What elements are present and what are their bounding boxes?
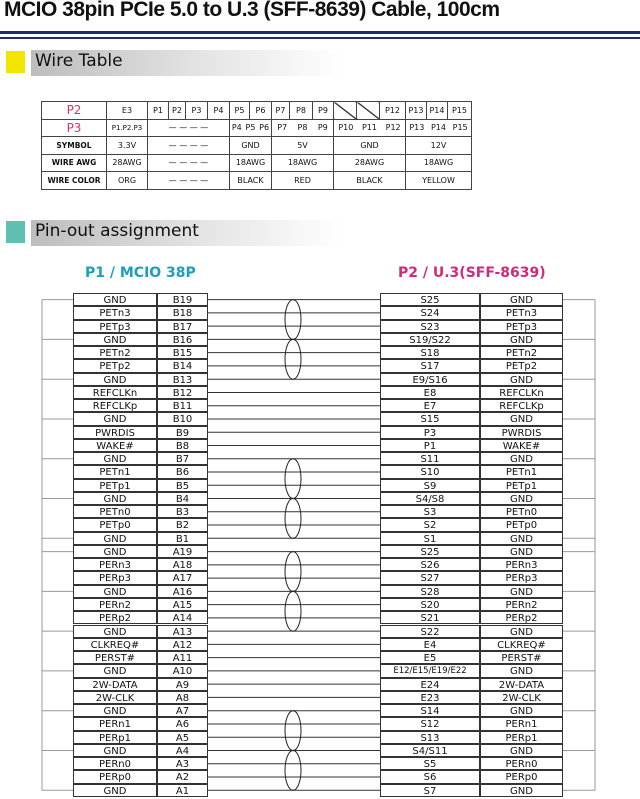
pin-row bbox=[0, 558, 640, 571]
pin-row bbox=[0, 505, 640, 518]
p2-pin: S9 bbox=[380, 479, 480, 492]
p2-signal: GND bbox=[480, 492, 563, 505]
cell: P12 bbox=[380, 102, 406, 120]
pin-row bbox=[0, 386, 640, 399]
p1-pin: A1 bbox=[157, 784, 208, 797]
p1-signal: CLKREQ# bbox=[73, 638, 157, 651]
p1-heading: P1 / MCIO 38P bbox=[85, 265, 196, 281]
p2-signal: GND bbox=[480, 784, 563, 797]
p1-pin: A5 bbox=[157, 731, 208, 744]
p1-signal: GND bbox=[73, 492, 157, 505]
p2-pin: S25 bbox=[380, 545, 480, 558]
p2-signal: REFCLKn bbox=[480, 386, 563, 399]
pin-row bbox=[0, 320, 640, 333]
p2-pin: S11 bbox=[380, 452, 480, 465]
pin-row bbox=[0, 625, 640, 638]
pin-row bbox=[0, 704, 640, 717]
p2-pin: S14 bbox=[380, 704, 480, 717]
p2-signal: GND bbox=[480, 373, 563, 386]
p2-pin: S4/S11 bbox=[380, 744, 480, 757]
cell: P7 bbox=[272, 102, 290, 120]
pin-row bbox=[0, 532, 640, 545]
p1-signal: GND bbox=[73, 625, 157, 638]
p1-pin: A8 bbox=[157, 691, 208, 704]
pin-row bbox=[0, 638, 640, 651]
p1-signal: GND bbox=[73, 664, 157, 677]
pin: P7 bbox=[277, 123, 288, 133]
p2-pin: S15 bbox=[380, 412, 480, 425]
p1-pin: B15 bbox=[157, 346, 208, 359]
cell: GND bbox=[334, 137, 406, 155]
p2-pin: E24 bbox=[380, 678, 480, 691]
p1-signal: GND bbox=[73, 585, 157, 598]
p1-signal: REFCLKn bbox=[73, 386, 157, 399]
p1-signal: PERp3 bbox=[73, 571, 157, 584]
p1-pin: A11 bbox=[157, 651, 208, 664]
p2-signal: PERp1 bbox=[480, 731, 563, 744]
pin-row bbox=[0, 571, 640, 584]
p1-pin: A10 bbox=[157, 664, 208, 677]
p2-signal: GND bbox=[480, 585, 563, 598]
pin-row bbox=[0, 426, 640, 439]
p2-signal: GND bbox=[480, 412, 563, 425]
p2-pin: P1 bbox=[380, 439, 480, 452]
p2-heading: P2 / U.3(SFF-8639) bbox=[398, 265, 546, 281]
p1-pin: A16 bbox=[157, 585, 208, 598]
p2-pin: E23 bbox=[380, 691, 480, 704]
p2-signal: PERST# bbox=[480, 651, 563, 664]
p1-signal: 2W-DATA bbox=[73, 678, 157, 691]
p1-pin: B5 bbox=[157, 479, 208, 492]
cell: — — — — bbox=[148, 154, 230, 172]
page-title: MCIO 38pin PCIe 5.0 to U.3 (SFF-8639) Cable, 100cm bbox=[4, 0, 500, 21]
p1-signal: PETn1 bbox=[73, 465, 157, 478]
p1-signal: PETp1 bbox=[73, 479, 157, 492]
pin-row bbox=[0, 731, 640, 744]
pin-row bbox=[0, 465, 640, 478]
pin-row bbox=[0, 717, 640, 730]
pin: P11 bbox=[361, 123, 377, 133]
p1-pin: A17 bbox=[157, 571, 208, 584]
p2-pin: S28 bbox=[380, 585, 480, 598]
p1-pin: A2 bbox=[157, 770, 208, 783]
p1-pin: B14 bbox=[157, 359, 208, 372]
p2-signal: PERp3 bbox=[480, 571, 563, 584]
p2-pin: E12/E15/E19/E22 bbox=[380, 664, 480, 677]
p1-signal: GND bbox=[73, 373, 157, 386]
p1-signal: PERST# bbox=[73, 651, 157, 664]
pin-row bbox=[0, 611, 640, 624]
cell: GND bbox=[230, 137, 272, 155]
section-title: Pin-out assignment bbox=[35, 221, 199, 241]
p1-signal: 2W-CLK bbox=[73, 691, 157, 704]
p2-pin: S20 bbox=[380, 598, 480, 611]
row-label: WIRE COLOR bbox=[42, 172, 107, 190]
p2-signal: PETp0 bbox=[480, 518, 563, 531]
p2-pin: S26 bbox=[380, 558, 480, 571]
row-label: P3 bbox=[42, 119, 107, 137]
p1-pin: B12 bbox=[157, 386, 208, 399]
cell: P8 bbox=[290, 102, 313, 120]
p2-signal: GND bbox=[480, 452, 563, 465]
pin: P10 bbox=[338, 123, 354, 133]
cell: — — — — bbox=[148, 119, 230, 137]
p2-pin: S3 bbox=[380, 505, 480, 518]
p2-pin: S5 bbox=[380, 757, 480, 770]
p1-pin: B7 bbox=[157, 452, 208, 465]
p2-pin: E8 bbox=[380, 386, 480, 399]
pin-row bbox=[0, 492, 640, 505]
p2-signal: PETn2 bbox=[480, 346, 563, 359]
pin: P14 bbox=[430, 123, 446, 133]
p1-pin: A18 bbox=[157, 558, 208, 571]
p1-signal: PERn1 bbox=[73, 717, 157, 730]
p2-signal: 2W-CLK bbox=[480, 691, 563, 704]
p2-pin: S17 bbox=[380, 359, 480, 372]
cell: 5V bbox=[272, 137, 334, 155]
cell: E3 bbox=[107, 102, 148, 120]
pin-row bbox=[0, 346, 640, 359]
p1-signal: GND bbox=[73, 744, 157, 757]
pin: P13 bbox=[409, 123, 425, 133]
cell: P9 bbox=[313, 102, 334, 120]
section-title: Wire Table bbox=[35, 51, 123, 71]
pin-row bbox=[0, 479, 640, 492]
cell: P4 bbox=[208, 102, 230, 120]
p1-signal: PERn2 bbox=[73, 598, 157, 611]
pin-row bbox=[0, 412, 640, 425]
p1-signal: PWRDIS bbox=[73, 426, 157, 439]
p1-pin: A7 bbox=[157, 704, 208, 717]
cell: P13 bbox=[406, 102, 427, 120]
pin: P15 bbox=[452, 123, 468, 133]
p1-signal: PETn3 bbox=[73, 306, 157, 319]
p1-pin: B1 bbox=[157, 532, 208, 545]
pin-row bbox=[0, 598, 640, 611]
cell: 18AWG bbox=[272, 154, 334, 172]
pin-row bbox=[0, 399, 640, 412]
pin-row bbox=[0, 306, 640, 319]
p2-signal: GND bbox=[480, 625, 563, 638]
pin-row bbox=[0, 293, 640, 306]
p2-pin: S25 bbox=[380, 293, 480, 306]
p2-signal: PERp0 bbox=[480, 770, 563, 783]
p2-pin: S13 bbox=[380, 731, 480, 744]
pin-row bbox=[0, 452, 640, 465]
p1-pin: A3 bbox=[157, 757, 208, 770]
p1-signal: GND bbox=[73, 452, 157, 465]
p1-pin: A13 bbox=[157, 625, 208, 638]
p2-pin: E9/S16 bbox=[380, 373, 480, 386]
pin-row bbox=[0, 585, 640, 598]
p2-signal: GND bbox=[480, 664, 563, 677]
p1-pin: B16 bbox=[157, 333, 208, 346]
p2-pin: S27 bbox=[380, 571, 480, 584]
cell: P14 bbox=[427, 102, 448, 120]
p2-pin: S2 bbox=[380, 518, 480, 531]
p2-signal: PERn3 bbox=[480, 558, 563, 571]
cell: P6 bbox=[250, 102, 272, 120]
p2-signal: PERp2 bbox=[480, 611, 563, 624]
p1-signal: GND bbox=[73, 704, 157, 717]
cell: P15 bbox=[448, 102, 472, 120]
p1-pin: B3 bbox=[157, 505, 208, 518]
pin-row bbox=[0, 545, 640, 558]
p2-pin: S24 bbox=[380, 306, 480, 319]
cell: 18AWG bbox=[406, 154, 472, 172]
p2-signal: PETn0 bbox=[480, 505, 563, 518]
cell: 12V bbox=[406, 137, 472, 155]
p1-pin: A6 bbox=[157, 717, 208, 730]
p1-signal: PERn3 bbox=[73, 558, 157, 571]
row-label: P2 bbox=[42, 102, 107, 120]
p1-signal: PETp3 bbox=[73, 320, 157, 333]
p1-signal: GND bbox=[73, 412, 157, 425]
pin: P12 bbox=[385, 123, 401, 133]
cell: RED bbox=[272, 172, 334, 190]
p2-pin: E5 bbox=[380, 651, 480, 664]
cell: — — — — bbox=[148, 137, 230, 155]
p1-pin: B10 bbox=[157, 412, 208, 425]
p2-signal: PETn3 bbox=[480, 306, 563, 319]
pin-row bbox=[0, 784, 640, 797]
p1-signal: GND bbox=[73, 784, 157, 797]
cell: P3 bbox=[186, 102, 208, 120]
p1-pin: B6 bbox=[157, 465, 208, 478]
p2-signal: GND bbox=[480, 704, 563, 717]
pin-row bbox=[0, 744, 640, 757]
pin: P5 bbox=[245, 123, 256, 133]
p2-signal: PERn0 bbox=[480, 757, 563, 770]
cell: 28AWG bbox=[334, 154, 406, 172]
cell: 3.3V bbox=[107, 137, 148, 155]
p2-pin: S21 bbox=[380, 611, 480, 624]
pin-row bbox=[0, 651, 640, 664]
pin-row bbox=[0, 770, 640, 783]
cell: BLACK bbox=[334, 172, 406, 190]
p2-signal: PETp3 bbox=[480, 320, 563, 333]
cell: ORG bbox=[107, 172, 148, 190]
p2-pin: S4/S8 bbox=[380, 492, 480, 505]
pin: P4 bbox=[231, 123, 242, 133]
p2-signal: PWRDIS bbox=[480, 426, 563, 439]
p2-signal: GND bbox=[480, 532, 563, 545]
p2-pin: S10 bbox=[380, 465, 480, 478]
row-label: SYMBOL bbox=[42, 137, 107, 155]
p1-pin: A4 bbox=[157, 744, 208, 757]
p1-pin: B18 bbox=[157, 306, 208, 319]
p1-signal: PERp2 bbox=[73, 611, 157, 624]
p2-signal: PETp1 bbox=[480, 479, 563, 492]
p2-signal: CLKREQ# bbox=[480, 638, 563, 651]
p2-signal: PERn2 bbox=[480, 598, 563, 611]
p1-signal: PERp0 bbox=[73, 770, 157, 783]
p1-pin: A15 bbox=[157, 598, 208, 611]
p1-signal: GND bbox=[73, 333, 157, 346]
p2-pin: S18 bbox=[380, 346, 480, 359]
p2-pin: S23 bbox=[380, 320, 480, 333]
pin-row bbox=[0, 664, 640, 677]
cell: — — — — bbox=[148, 172, 230, 190]
p1-signal: PETn2 bbox=[73, 346, 157, 359]
p1-pin: A19 bbox=[157, 545, 208, 558]
p2-pin: S12 bbox=[380, 717, 480, 730]
p1-pin: A12 bbox=[157, 638, 208, 651]
p2-pin: S19/S22 bbox=[380, 333, 480, 346]
p2-pin: S22 bbox=[380, 625, 480, 638]
p2-signal: PETp2 bbox=[480, 359, 563, 372]
pin-row bbox=[0, 439, 640, 452]
p1-pin: B17 bbox=[157, 320, 208, 333]
p1-signal: GND bbox=[73, 293, 157, 306]
p2-pin: P3 bbox=[380, 426, 480, 439]
p1-pin: B19 bbox=[157, 293, 208, 306]
p2-signal: 2W-DATA bbox=[480, 678, 563, 691]
p2-pin: S1 bbox=[380, 532, 480, 545]
pin-row bbox=[0, 359, 640, 372]
p1-signal: PETn0 bbox=[73, 505, 157, 518]
p1-pin: B4 bbox=[157, 492, 208, 505]
p1-pin: B8 bbox=[157, 439, 208, 452]
cell: 18AWG bbox=[230, 154, 272, 172]
p1-pin: B9 bbox=[157, 426, 208, 439]
pin: P6 bbox=[259, 123, 270, 133]
p1-signal: PERn0 bbox=[73, 757, 157, 770]
p2-signal: GND bbox=[480, 293, 563, 306]
cell: BLACK bbox=[230, 172, 272, 190]
p1-pin: A9 bbox=[157, 678, 208, 691]
p1-signal: PETp2 bbox=[73, 359, 157, 372]
p2-pin: S6 bbox=[380, 770, 480, 783]
pin-row bbox=[0, 691, 640, 704]
p1-pin: A14 bbox=[157, 611, 208, 624]
cell: P5 bbox=[230, 102, 250, 120]
p2-signal: PERn1 bbox=[480, 717, 563, 730]
p2-signal: GND bbox=[480, 744, 563, 757]
p1-pin: B2 bbox=[157, 518, 208, 531]
p1-signal: WAKE# bbox=[73, 439, 157, 452]
p2-signal: WAKE# bbox=[480, 439, 563, 452]
cell: 28AWG bbox=[107, 154, 148, 172]
p1-signal: GND bbox=[73, 545, 157, 558]
cell: P1.P2.P3 bbox=[107, 119, 148, 137]
p1-signal: PERp1 bbox=[73, 731, 157, 744]
row-label: WIRE AWG bbox=[42, 154, 107, 172]
cell: P1 bbox=[148, 102, 169, 120]
p2-signal: REFCLKp bbox=[480, 399, 563, 412]
cell: P2 bbox=[169, 102, 186, 120]
p2-signal: PETn1 bbox=[480, 465, 563, 478]
pin-row bbox=[0, 333, 640, 346]
pin-row bbox=[0, 373, 640, 386]
p2-pin: S7 bbox=[380, 784, 480, 797]
p2-pin: E4 bbox=[380, 638, 480, 651]
cell: YELLOW bbox=[406, 172, 472, 190]
p2-signal: GND bbox=[480, 545, 563, 558]
pin-row bbox=[0, 757, 640, 770]
p1-signal: PETp0 bbox=[73, 518, 157, 531]
p2-pin: E7 bbox=[380, 399, 480, 412]
p1-signal: GND bbox=[73, 532, 157, 545]
pin-row bbox=[0, 518, 640, 531]
p2-signal: GND bbox=[480, 333, 563, 346]
pin-row bbox=[0, 678, 640, 691]
p1-pin: B11 bbox=[157, 399, 208, 412]
pin: P9 bbox=[317, 123, 328, 133]
p1-pin: B13 bbox=[157, 373, 208, 386]
pin: P8 bbox=[297, 123, 308, 133]
p1-signal: REFCLKp bbox=[73, 399, 157, 412]
